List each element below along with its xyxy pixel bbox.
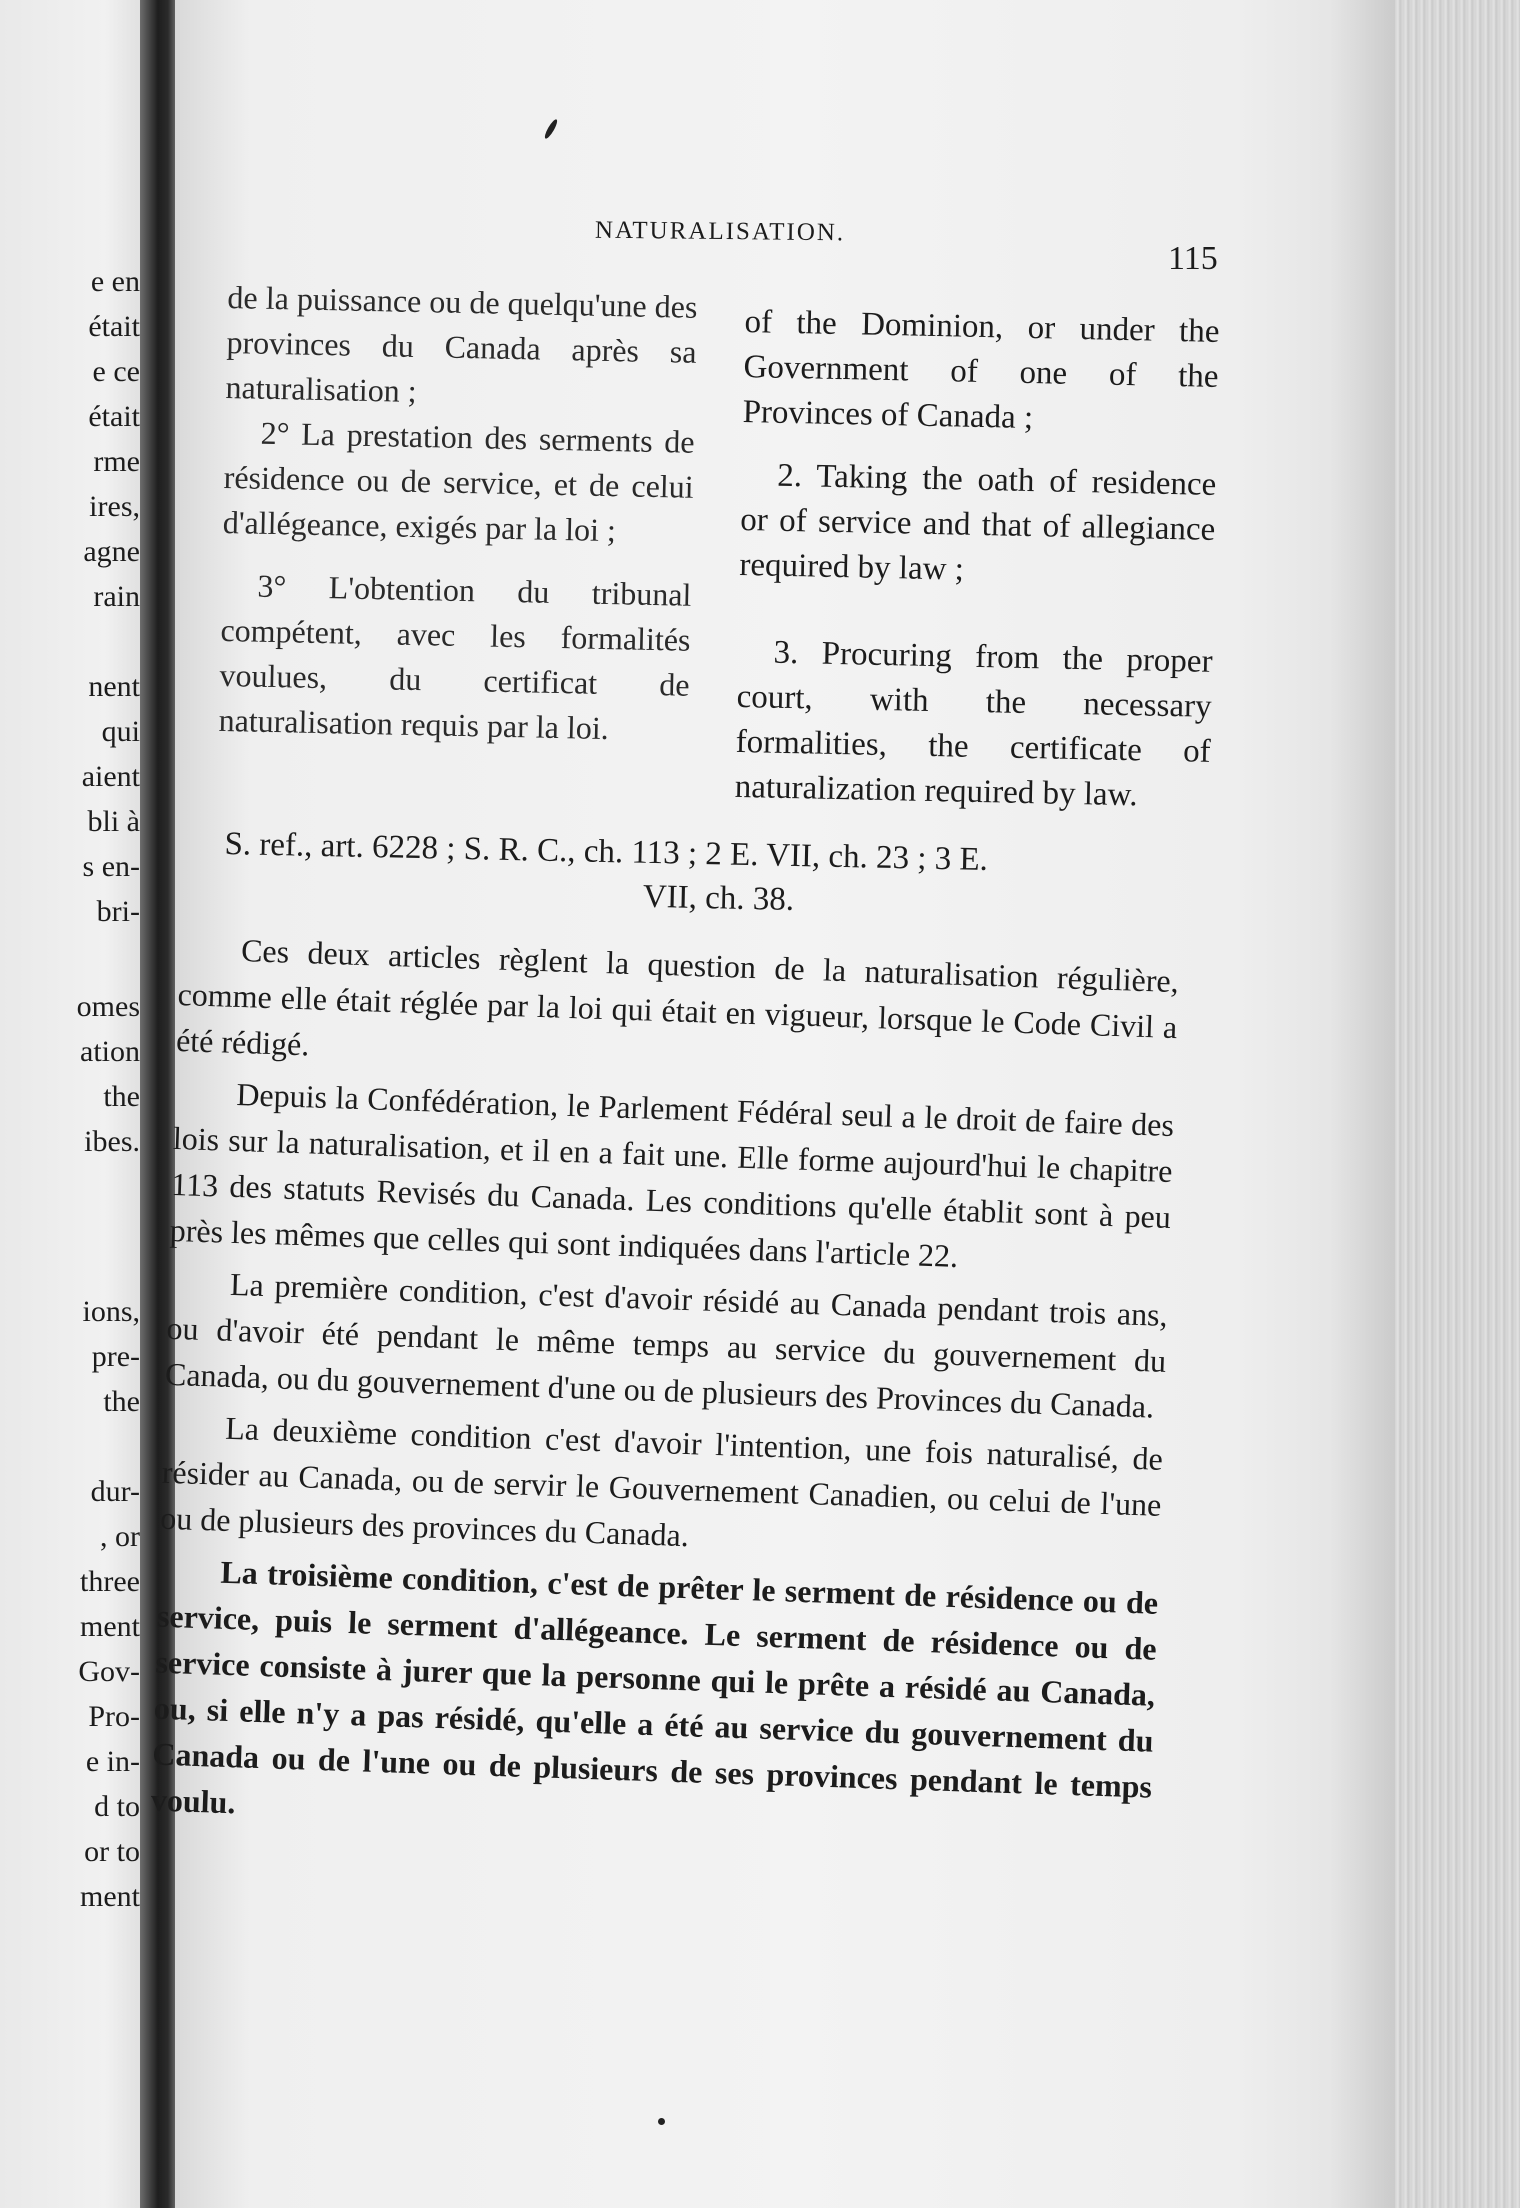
facing-page-fragment: e in- — [85, 1745, 140, 1778]
page-shadow — [1330, 0, 1400, 2208]
commentary-paragraph: La deuxième condition c'est d'avoir l'intention, une fois naturalisé, de résider au Canada, ou de servir le Gouvernement Canadien, ou celui de l'une ou de plusieurs des provinces du Canada. — [159, 1409, 1164, 1554]
facing-page-fragment: omes — [76, 990, 140, 1023]
facing-page-fragment: bri- — [96, 895, 140, 928]
facing-page-fragment: s en- — [82, 850, 140, 883]
facing-page-fragment: Gov- — [78, 1655, 140, 1688]
facing-page-fragment: aient — [81, 760, 140, 793]
facing-page-fragment: rain — [93, 580, 140, 613]
facing-page-fragment: bli à — [87, 805, 140, 838]
english-paragraph: 3. Procuring from the proper court, with the necessary formalities, the certificate of naturalization required by law. — [734, 634, 1213, 814]
facing-page-fragment: nent — [88, 670, 140, 703]
facing-page-fragment: e en — [90, 265, 140, 298]
facing-page-fragment: qui — [101, 715, 140, 748]
english-paragraph: of the Dominion, or under the Government of one of the Provinces of Canada ; — [742, 303, 1220, 437]
running-head: NATURALISATION. — [594, 216, 846, 247]
facing-page-fragment: three — [80, 1565, 140, 1598]
commentary-paragraph: La troisième condition, c'est de prêter le serment de résidence ou de service, puis le serment d'allégeance. Le serment de résidence ou de service consiste à jurer que la personne qui le prête a résidé au Canada, ou, si elle n'y a pas résidé, qu'elle a été au service du gouvernement du Canada ou de l'une ou de plusieurs de ses provinces pendant le temps voulu. — [150, 1553, 1159, 1821]
facing-page-fragment: or to — [84, 1835, 140, 1868]
facing-page-fragment: pre- — [91, 1340, 140, 1373]
facing-page-fragment: , or — [100, 1520, 140, 1553]
facing-page-fragment: the — [103, 1080, 140, 1113]
facing-page-fragment: était — [88, 400, 140, 433]
facing-page-fragment: ment — [80, 1880, 140, 1913]
ink-speck — [658, 2118, 665, 2125]
facing-page-fragment: dur- — [90, 1475, 140, 1508]
facing-page-fragment: rme — [93, 445, 140, 478]
commentary-paragraph: La première condition, c'est d'avoir résidé au Canada pendant trois ans, ou d'avoir été pendant le même temps au service du gouvernement du Canada, ou du gouvernement d'une ou de plusieurs des Provinces du Canada. — [164, 1265, 1169, 1425]
facing-page-fragment: ment — [80, 1610, 140, 1643]
facing-page-fragment: the — [103, 1385, 140, 1418]
commentary-paragraph: Depuis la Confédération, le Parlement Fédéral seul a le droit de faire des lois sur la naturalisation, et il en a fait une. Elle forme aujourd'hui le chapitre 113 des statuts Revisés du Canada. Les conditions qu'elle établit sont à peu près les mêmes que celles qui sont indiquées dans l'article 22. — [169, 1075, 1175, 1274]
facing-page-fragment: Pro- — [88, 1700, 140, 1733]
facing-page-fragment: ation — [80, 1035, 140, 1068]
page-edge-stack — [1395, 0, 1520, 2208]
facing-page-fragment: agne — [83, 535, 140, 568]
facing-page-fragment: ibes. — [84, 1125, 140, 1158]
page-number: 115 — [1168, 240, 1218, 277]
french-article-column — [218, 275, 698, 753]
facing-page — [0, 0, 150, 2208]
french-paragraph: 2° La prestation des serments de résidence ou de service, et de celui d'allégeance, exigés par la loi ; — [222, 414, 695, 549]
facing-page-fragment: d to — [94, 1790, 140, 1823]
references-line: S. ref., art. 6228 ; S. R. C., ch. 113 ; 2 E. VII, ch. 23 ; 3 E. — [224, 825, 989, 878]
english-paragraph: 2. Taking the oath of residence or of service and that of allegiance required by law ; — [739, 457, 1217, 588]
facing-page-fragment: e ce — [92, 355, 140, 388]
french-paragraph: 3° L'obtention du tribunal compétent, avec les formalités voulues, du certificat de naturalisation requis par la loi. — [218, 567, 692, 747]
facing-page-fragment: ires, — [89, 490, 140, 523]
facing-page-fragment: ions, — [82, 1295, 140, 1328]
facing-page-fragment: était — [88, 310, 140, 343]
references-line: VII, ch. 38. — [642, 878, 795, 918]
french-paragraph: de la puissance ou de quelqu'une des provinces du Canada après sa naturalisation ; — [225, 278, 698, 409]
commentary-paragraph: Ces deux articles règlent la question de la naturalisation régulière, comme elle était réglée par la loi qui était en vigueur, lorsque le Code Civil a été rédigé. — [175, 932, 1180, 1063]
english-article-column — [734, 300, 1220, 820]
commentary-text — [150, 925, 1179, 1862]
